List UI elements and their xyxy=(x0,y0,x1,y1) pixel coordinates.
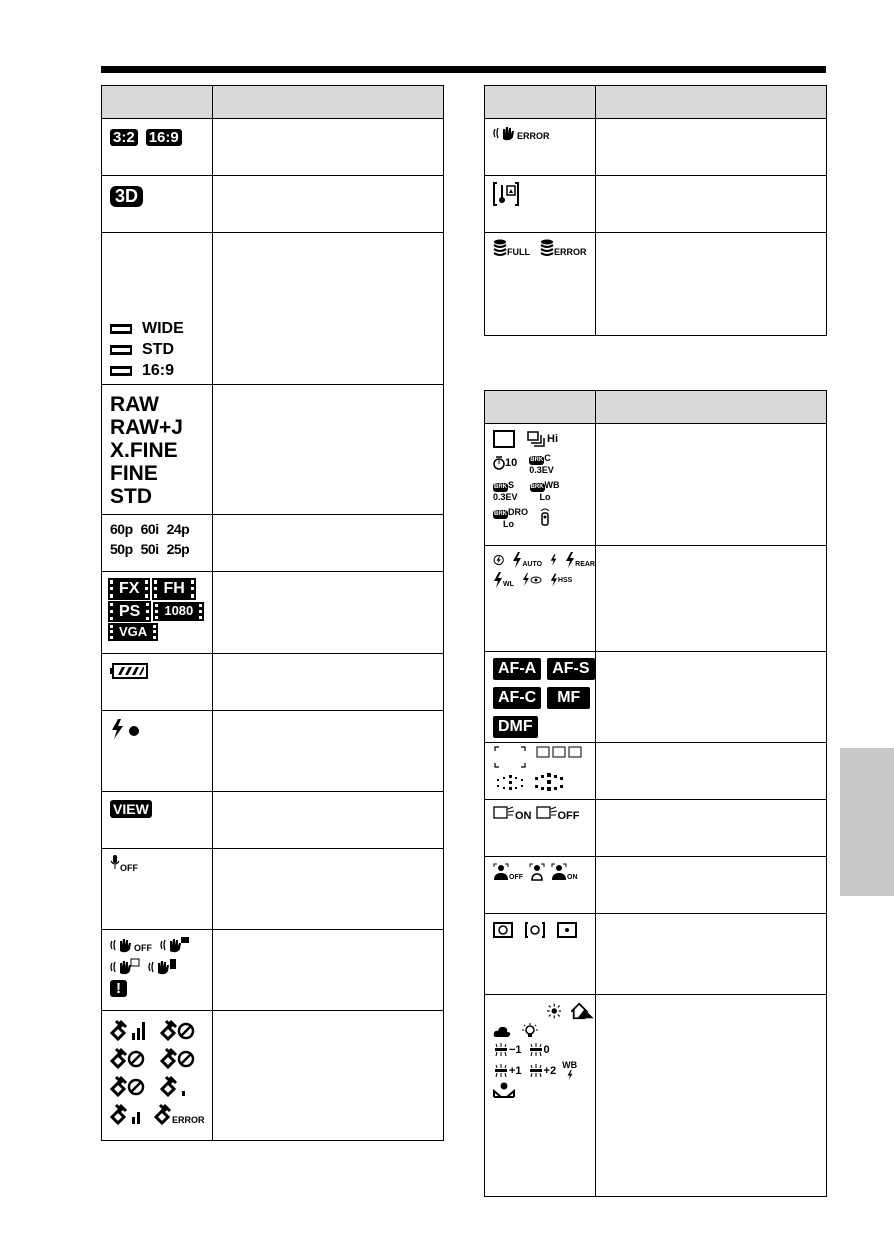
flash-icon xyxy=(565,552,575,568)
database-icon xyxy=(540,239,554,257)
steadyshot-camera-icon xyxy=(160,936,190,954)
movie-vga-icon: VGA xyxy=(110,625,156,639)
fluorescent-icon xyxy=(528,1043,544,1057)
single-shot-icon xyxy=(493,430,515,448)
flash-off-icon xyxy=(493,552,504,568)
af-a-icon: AF-A xyxy=(493,658,541,680)
daylight-icon xyxy=(547,1003,561,1019)
flash-charging-icon xyxy=(110,719,144,739)
steadyshot-error-label: ERROR xyxy=(517,131,550,141)
warning-icon: ! xyxy=(110,980,127,997)
flash-icon xyxy=(550,573,558,587)
table-row xyxy=(102,792,444,849)
table-row xyxy=(102,1011,444,1141)
gps-no-signal-icon xyxy=(160,1047,196,1069)
table-row xyxy=(102,572,444,654)
remote-commander-icon xyxy=(540,508,550,526)
fps-60p-icon: 60p xyxy=(110,521,133,537)
fluorescent-plus2-label: +2 xyxy=(543,1064,557,1077)
continuous-shot-icon xyxy=(527,431,545,447)
wb-flash-label: WB xyxy=(562,1060,578,1070)
aspect-3-2-icon: 3:2 xyxy=(110,129,138,146)
right-indicator-table-1 xyxy=(484,85,827,336)
fluorescent-icon xyxy=(528,1064,544,1078)
custom-wb-icon xyxy=(493,1082,515,1098)
af-c-icon: AF-C xyxy=(493,687,541,709)
table-row xyxy=(102,930,444,1011)
database-error-label: ERROR xyxy=(554,247,587,257)
flash-icon xyxy=(512,552,522,568)
table-row xyxy=(485,233,827,336)
panorama-16-9-label: 16:9 xyxy=(142,362,175,379)
brk-s-ev-label: 0.3EV xyxy=(493,491,518,502)
gps-icon xyxy=(154,1103,172,1125)
page-top-rule xyxy=(101,66,826,73)
steadyshot-movie-icon xyxy=(110,958,140,976)
flash-icon xyxy=(493,572,503,588)
brk-icon: BRK xyxy=(530,483,544,490)
table-row xyxy=(102,849,444,930)
quality-fine-icon: FINE xyxy=(110,462,158,485)
fluorescent-0-label: 0 xyxy=(543,1044,550,1056)
movie-ps-icon: PS xyxy=(110,603,149,621)
brk-s-label: S xyxy=(508,479,515,490)
brk-wb-label: WB xyxy=(544,479,560,490)
table-row xyxy=(102,233,444,385)
table-row xyxy=(485,743,827,800)
table-row xyxy=(102,654,444,711)
table-header xyxy=(102,86,444,119)
af-s-icon: AF-S xyxy=(547,658,594,680)
af-area-icon xyxy=(493,745,593,797)
smile-on-label: ON xyxy=(567,874,578,881)
gps-weak-icon xyxy=(160,1075,196,1097)
brk-icon: BRK xyxy=(530,457,544,463)
movie-1080-icon: 1080 xyxy=(155,604,202,618)
table-row xyxy=(102,385,444,515)
gps-low-signal-icon xyxy=(110,1103,146,1125)
shade-icon xyxy=(571,1001,595,1021)
fps-24p-icon: 24p xyxy=(166,521,190,537)
steadyshot-warning-icon xyxy=(493,125,517,141)
gps-no-signal-icon xyxy=(160,1019,196,1041)
continuous-hi-label: Hi xyxy=(547,433,558,445)
brk-dro-lo-label: Lo xyxy=(503,518,514,529)
panorama-icon xyxy=(110,366,132,376)
panorama-std-label: STD xyxy=(142,341,174,358)
flash-wl-label: WL xyxy=(503,581,514,588)
brk-icon: BRK xyxy=(494,510,507,517)
quality-raw-j-icon: RAW+J xyxy=(110,416,183,439)
table-row xyxy=(102,515,444,572)
brk-c-ev-label: 0.3EV xyxy=(529,464,554,475)
fluorescent-plus1-label: +1 xyxy=(509,1064,522,1077)
section-thumb-tab xyxy=(840,748,894,896)
fluorescent-icon xyxy=(493,1043,509,1057)
left-indicator-table xyxy=(101,85,444,1141)
red-eye-icon xyxy=(522,573,542,587)
battery-icon xyxy=(110,663,148,679)
quality-std-icon: STD xyxy=(110,485,152,508)
face-on-label: ON xyxy=(515,810,532,822)
gps-signal-icon xyxy=(110,1019,146,1041)
face-detection-icon xyxy=(493,806,515,822)
brk-wb-lo-label: Lo xyxy=(539,491,551,502)
table-row xyxy=(485,652,827,743)
fps-50i-icon: 50i xyxy=(140,541,159,557)
microphone-icon xyxy=(110,855,120,871)
fps-50p-icon: 50p xyxy=(110,541,133,557)
table-row xyxy=(102,176,444,233)
gps-no-signal-icon xyxy=(110,1047,146,1069)
gps-no-signal-icon xyxy=(110,1075,146,1097)
view-icon: VIEW xyxy=(110,800,152,818)
steadyshot-movie-2-icon xyxy=(148,958,178,976)
smile-off-label: OFF xyxy=(509,874,523,881)
flash-hss-label: HSS xyxy=(557,576,573,584)
table-row xyxy=(485,857,827,914)
table-row xyxy=(485,424,827,546)
database-icon xyxy=(493,239,507,257)
database-full-label: FULL xyxy=(507,247,530,257)
fps-25p-icon: 25p xyxy=(166,541,190,557)
metering-center-icon xyxy=(525,922,545,938)
table-row xyxy=(485,995,827,1197)
fps-60i-icon: 60i xyxy=(140,521,159,537)
3d-icon: 3D xyxy=(110,186,143,207)
self-timer-icon xyxy=(493,456,505,470)
brk-dro-label: DRO xyxy=(508,506,528,517)
movie-fx-icon: FX xyxy=(110,580,148,598)
steadyshot-off-label: OFF xyxy=(134,943,152,953)
table-row xyxy=(485,800,827,857)
flash-auto-label: AUTO xyxy=(522,561,543,568)
panorama-icon xyxy=(110,345,132,355)
metering-spot-icon xyxy=(557,922,577,938)
panorama-wide-label: WIDE xyxy=(142,320,184,337)
table-row xyxy=(485,176,827,233)
fill-flash-icon xyxy=(550,552,557,568)
cloudy-icon xyxy=(493,1024,511,1038)
table-row xyxy=(485,119,827,176)
panorama-icon xyxy=(110,324,132,334)
fluorescent-icon xyxy=(493,1064,509,1078)
quality-xfine-icon: X.FINE xyxy=(110,439,178,462)
fluorescent-minus1-label: −1 xyxy=(509,1044,522,1056)
quality-raw-icon: RAW xyxy=(110,393,159,416)
gps-error-label: ERROR xyxy=(172,1115,205,1125)
table-row xyxy=(485,546,827,652)
flash-rear-label: REAR xyxy=(575,561,595,568)
table-row xyxy=(102,711,444,792)
brk-c-label: C xyxy=(544,453,551,463)
right-indicator-table-2 xyxy=(484,390,827,1197)
smile-shutter-icon xyxy=(493,863,509,881)
dmf-icon: DMF xyxy=(493,716,538,738)
brk-icon: BRK xyxy=(494,483,507,490)
flash-icon xyxy=(566,1070,574,1080)
table-row xyxy=(102,119,444,176)
smile-shutter-icon xyxy=(529,863,545,881)
face-detection-icon xyxy=(536,806,558,822)
table-row xyxy=(485,914,827,995)
face-off-label: OFF xyxy=(557,810,580,822)
aspect-16-9-icon: 16:9 xyxy=(146,129,182,146)
mf-icon: MF xyxy=(547,687,590,709)
table-header xyxy=(485,86,827,119)
smile-shutter-icon xyxy=(551,863,567,881)
movie-fh-icon: FH xyxy=(154,580,193,598)
incandescent-icon xyxy=(521,1023,539,1039)
metering-multi-icon xyxy=(493,922,513,938)
table-header xyxy=(485,391,827,424)
steadyshot-icon xyxy=(110,937,134,953)
mic-off-label: OFF xyxy=(120,863,138,873)
overheating-icon xyxy=(493,182,519,206)
self-timer-10-label: 10 xyxy=(505,457,518,470)
